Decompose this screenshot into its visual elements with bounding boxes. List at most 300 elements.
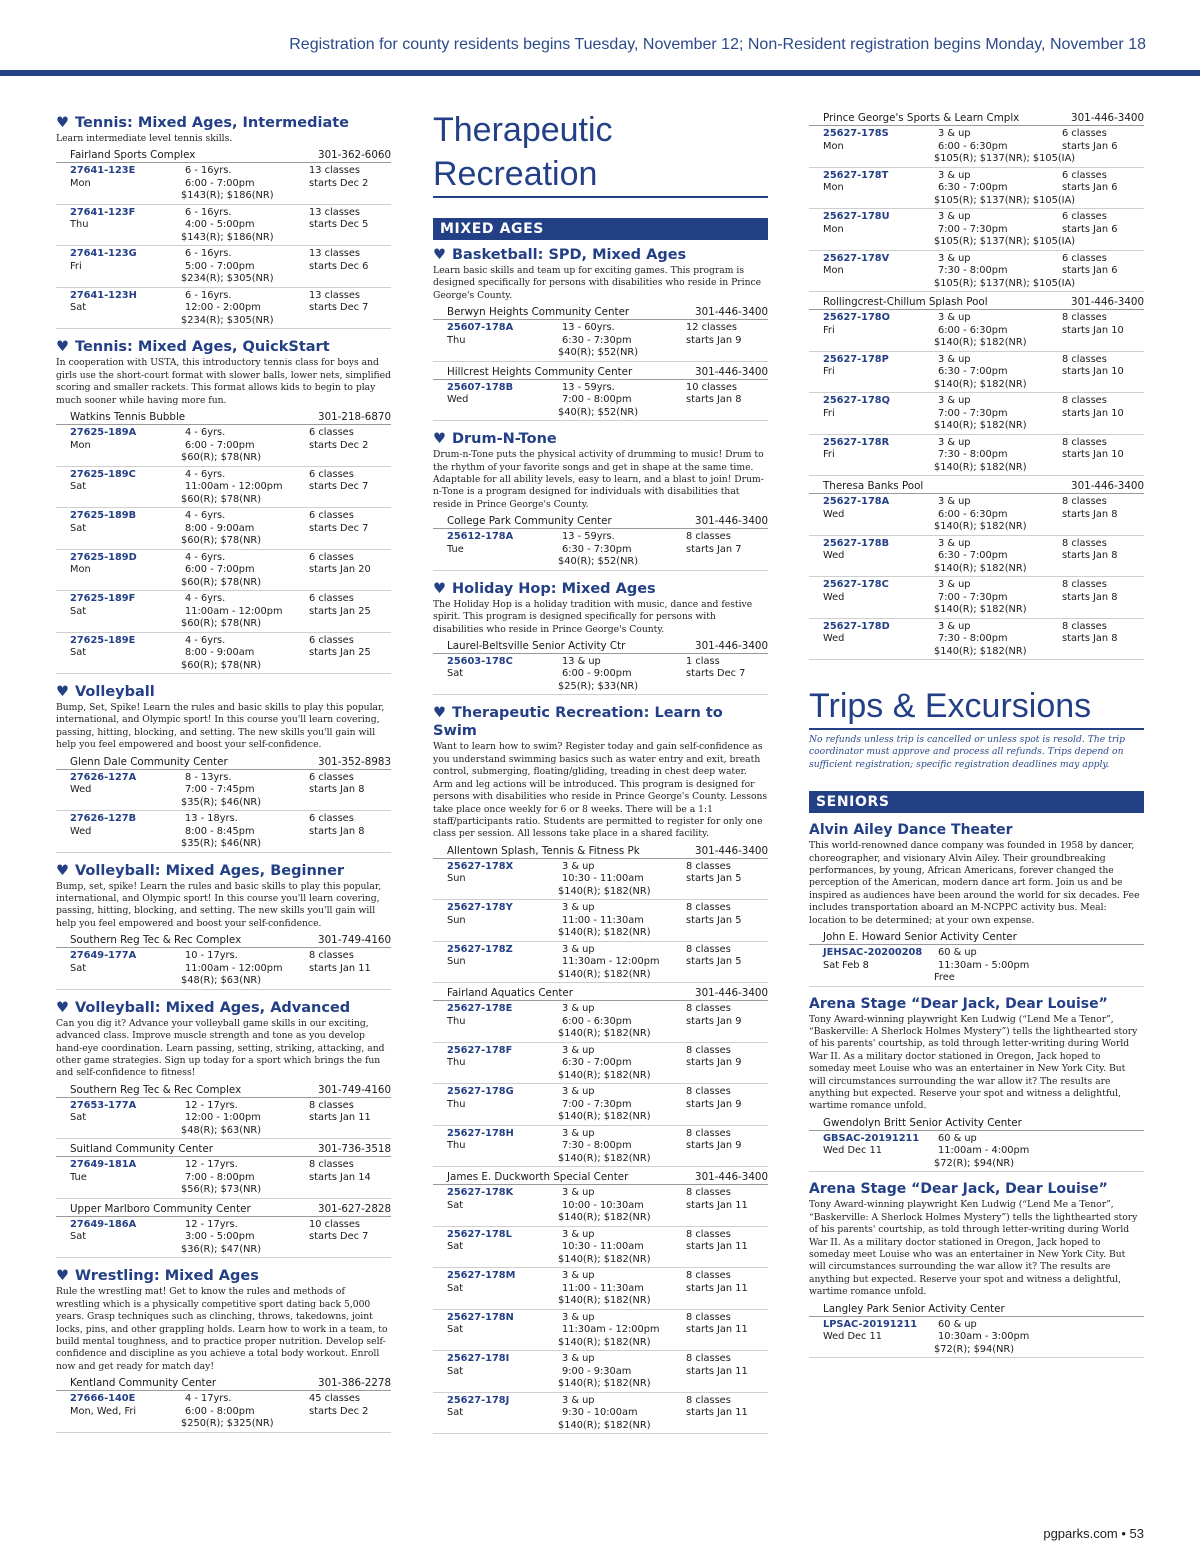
course-code[interactable]: 25627-178E — [447, 1003, 513, 1015]
course-code[interactable]: 27649-186A — [70, 1218, 137, 1230]
program-title — [56, 338, 391, 356]
program-title-text: Volleyball — [75, 684, 155, 701]
class-row — [433, 1084, 768, 1126]
location-header — [56, 409, 391, 425]
trip-time: 10:30am - 3:00pm — [938, 1331, 1030, 1343]
class-count: 45 classes — [309, 1393, 361, 1405]
course-code[interactable]: 25627-178Q — [823, 395, 890, 406]
course-code[interactable]: 25627-178J — [447, 1394, 510, 1406]
class-time: 7:00 - 8:00pm — [562, 394, 632, 406]
class-fee: $143(R); $186(NR) — [181, 190, 274, 202]
class-row — [56, 811, 391, 853]
trip-title: Alvin Ailey Dance Theater — [809, 822, 1013, 839]
class-time: 7:30 - 8:00pm — [562, 1140, 632, 1152]
section-title: Recreation — [433, 152, 768, 198]
course-code[interactable]: LPSAC-20191211 — [823, 1318, 918, 1330]
class-row — [56, 1157, 391, 1199]
class-row — [809, 352, 1144, 394]
class-time: 9:30 - 10:00am — [562, 1407, 638, 1419]
age-range: 3 & up — [938, 436, 971, 448]
class-fee: $36(R); $47(NR) — [181, 1243, 262, 1255]
class-count: 8 classes — [686, 902, 731, 914]
course-code[interactable]: 25627-178C — [823, 579, 889, 590]
class-time: 8:00 - 9:00am — [185, 647, 255, 659]
class-count: 8 classes — [686, 1044, 731, 1056]
class-count: 10 classes — [686, 381, 738, 393]
program-description: Learn intermediate level tennis skills. — [56, 133, 233, 144]
course-code[interactable]: 27649-181A — [70, 1159, 137, 1171]
class-time: 4:00 - 5:00pm — [185, 219, 255, 231]
class-count: 6 classes — [309, 771, 354, 783]
age-range: 3 & up — [562, 1228, 595, 1240]
class-time: 11:00am - 12:00pm — [185, 962, 283, 974]
location-name: College Park Community Center — [447, 515, 612, 528]
age-range: 3 & up — [938, 579, 971, 590]
program-block — [56, 114, 391, 329]
class-row — [433, 1043, 768, 1085]
age-range: 10 - 17yrs. — [185, 950, 238, 962]
location-name: Langley Park Senior Activity Center — [823, 1302, 1005, 1315]
class-fee: $35(R); $46(NR) — [181, 838, 262, 850]
start-date: starts Jan 10 — [1062, 449, 1124, 460]
start-date: starts Jan 11 — [309, 1112, 371, 1124]
class-fee: $60(R); $78(NR) — [181, 493, 262, 505]
program-block — [433, 246, 768, 421]
program-description: Bump, Set, Spike! Learn the rules and basic skills to play this popular, international, and Olympic sport! In this course you'll learn covering, passing, hitting, blocking, and setting. The new skills you'll gain will help you feel empowered and boost your self-confidence. — [56, 702, 385, 751]
class-day: Mon — [70, 177, 91, 189]
class-day: Sun — [447, 914, 466, 926]
course-code[interactable]: 25627-178S — [823, 128, 889, 139]
age-range: 3 & up — [938, 312, 971, 323]
class-time: 7:30 - 8:00pm — [938, 265, 1008, 276]
class-day: Mon — [823, 223, 844, 235]
course-code[interactable]: 25627-178D — [823, 620, 890, 632]
class-fee: $234(R); $305(NR) — [181, 273, 274, 285]
class-row — [433, 859, 768, 901]
start-date: starts Dec 2 — [309, 1405, 369, 1417]
start-date: starts Jan 8 — [1062, 591, 1118, 603]
class-time: 6:00 - 6:30pm — [938, 324, 1008, 336]
class-day: Mon — [823, 182, 844, 193]
start-date: starts Jan 5 — [686, 914, 742, 926]
class-count: 8 classes — [686, 1394, 731, 1406]
program-title — [56, 683, 391, 701]
class-day: Sat — [447, 1365, 464, 1377]
age-range: 3 & up — [938, 211, 971, 222]
class-time: 11:30am - 12:00pm — [562, 1324, 660, 1336]
course-code[interactable]: 25627-178Z — [447, 943, 513, 955]
course-code[interactable]: 25612-178A — [447, 531, 514, 543]
location-header — [56, 932, 391, 948]
class-fee: $140(R); $182(NR) — [934, 645, 1027, 657]
class-row — [809, 577, 1144, 619]
class-count: 6 classes — [309, 593, 354, 605]
age-range: 3 & up — [562, 1086, 595, 1098]
start-date: starts Jan 6 — [1062, 140, 1118, 152]
course-code[interactable]: 25627-178N — [447, 1311, 514, 1323]
page-footer: pgparks.com • 53 — [1043, 1526, 1144, 1541]
start-date: starts Jan 11 — [686, 1241, 748, 1253]
location-phone: 301-736-3518 — [318, 1143, 391, 1156]
class-row — [809, 435, 1144, 477]
trip-description: This world-renowned dance company was founded in 1958 by dancer, choreographer, and visionary Alvin Ailey. Their groundbreaking performances, by young, African Americans, forever changed the perception of the American, modern dance art form. Join us and be inspired as audiences have been around the world for six decades. Fee includes transportation aboard an M-NCPPC activity bus. Meal: location to be determined; at your own expense. — [809, 840, 1140, 926]
age-range: 13 & up — [562, 655, 601, 667]
program-title-text: Wrestling: Mixed Ages — [75, 1268, 259, 1285]
class-count: 8 classes — [686, 1311, 731, 1323]
class-fee: $140(R); $182(NR) — [558, 1152, 651, 1164]
class-time: 7:00 - 7:45pm — [185, 784, 255, 796]
course-code[interactable]: 25627-178V — [823, 252, 890, 264]
course-code[interactable]: 27625-189D — [70, 551, 137, 563]
age-range: 6 - 16yrs. — [185, 206, 232, 218]
start-date: starts Jan 8 — [1062, 508, 1118, 520]
class-fee: $140(R); $182(NR) — [558, 968, 651, 980]
age-range: 3 & up — [938, 496, 971, 507]
heart-icon: ♥ — [433, 580, 446, 597]
class-day: Sat — [70, 522, 87, 534]
start-date: starts Dec 7 — [309, 522, 369, 534]
class-row — [809, 619, 1144, 661]
program-title-text: Holiday Hop: Mixed Ages — [452, 580, 656, 597]
class-time: 6:30 - 7:00pm — [562, 1057, 632, 1069]
class-row — [809, 310, 1144, 352]
class-row — [56, 770, 391, 812]
class-day: Sat — [70, 1112, 87, 1124]
class-time: 6:00 - 8:00pm — [185, 1405, 255, 1417]
course-code[interactable]: 25627-178L — [447, 1228, 512, 1240]
class-row — [433, 1227, 768, 1269]
location-header — [56, 1375, 391, 1391]
class-time: 10:30 - 11:00am — [562, 1241, 644, 1253]
class-count: 8 classes — [1062, 436, 1107, 448]
program-title-text: Volleyball: Mixed Ages, Beginner — [75, 862, 345, 879]
course-code[interactable]: 27641-123G — [70, 248, 137, 260]
course-code[interactable]: 25627-178F — [447, 1044, 513, 1056]
class-time: 10:30 - 11:00am — [562, 873, 644, 885]
program-title — [56, 1267, 391, 1285]
start-date: starts Jan 25 — [309, 647, 371, 659]
age-range: 3 & up — [562, 1311, 595, 1323]
age-range: 3 & up — [562, 1353, 595, 1365]
age-range: 4 - 6yrs. — [185, 551, 226, 563]
program-title — [433, 580, 768, 598]
course-code[interactable]: 27653-177A — [70, 1099, 137, 1111]
location-name: Fairland Aquatics Center — [447, 987, 573, 1000]
location-header — [809, 294, 1144, 310]
age-range: 3 & up — [938, 395, 971, 406]
start-date: starts Jan 20 — [309, 564, 371, 576]
class-day: Thu — [447, 1057, 466, 1069]
age-range: 4 - 17yrs. — [185, 1393, 232, 1405]
class-day: Mon, Wed, Fri — [70, 1405, 137, 1417]
location-header — [433, 304, 768, 320]
start-date: starts Jan 9 — [686, 334, 742, 346]
course-code[interactable]: 25603-178C — [447, 655, 513, 667]
course-code[interactable]: 25627-178A — [823, 496, 890, 507]
age-range: 3 & up — [562, 1003, 595, 1015]
class-count: 8 classes — [686, 1270, 731, 1282]
course-code[interactable]: 25607-178A — [447, 322, 514, 334]
class-row — [56, 550, 391, 592]
class-day: Wed — [823, 633, 845, 644]
trip-fee: Free — [934, 972, 955, 984]
course-code[interactable]: 27625-189A — [70, 427, 137, 439]
location-phone: 301-446-3400 — [695, 365, 768, 378]
course-code[interactable]: 25627-178T — [823, 169, 889, 181]
course-code[interactable]: JEHSAC-20200208 — [823, 947, 923, 959]
class-time: 10:00 - 10:30am — [562, 1199, 644, 1211]
class-time: 8:00 - 8:45pm — [185, 825, 255, 837]
class-time: 11:30am - 12:00pm — [562, 956, 660, 968]
class-count: 8 classes — [686, 531, 731, 543]
class-fee: $40(R); $52(NR) — [558, 556, 639, 568]
class-fee: $60(R); $78(NR) — [181, 576, 262, 588]
class-day: Sat — [70, 481, 87, 493]
course-code[interactable]: 25627-178X — [447, 860, 514, 872]
start-date: starts Jan 6 — [1062, 265, 1118, 276]
start-date: starts Jan 10 — [1062, 366, 1124, 377]
course-code[interactable]: 27666-140E — [70, 1393, 136, 1405]
trip-row — [809, 945, 1144, 987]
program-description: Can you dig it? Advance your volleyball game skills in our exciting, advanced class. Improve muscle strength and tone as you develop hand-eye coordination. Learn passing, setting, striking, attacking, and other game strategies. Sign up today for a sport which brings the fun and self-confidence to fitness! — [56, 1017, 385, 1079]
class-fee: $40(R); $52(NR) — [558, 347, 639, 359]
class-row — [809, 494, 1144, 536]
start-date: starts Jan 10 — [1062, 407, 1124, 419]
age-range: 13 - 18yrs. — [185, 813, 238, 825]
class-fee: $140(R); $182(NR) — [558, 1419, 651, 1431]
class-row — [433, 320, 768, 362]
location-header — [433, 1169, 768, 1185]
location-name: Theresa Banks Pool — [823, 480, 924, 492]
course-code[interactable]: 25627-178R — [823, 436, 890, 448]
course-code[interactable]: 25627-178Y — [447, 902, 513, 914]
start-date: starts Jan 9 — [686, 1098, 742, 1110]
class-count: 8 classes — [686, 1228, 731, 1240]
trip-title: Arena Stage “Dear Jack, Dear Louise” — [809, 1181, 1108, 1198]
class-row — [433, 1126, 768, 1168]
trip-fee: $72(R); $94(NR) — [934, 1343, 1015, 1355]
program-title-text: Tennis: Mixed Ages, Intermediate — [75, 115, 350, 131]
start-date: starts Dec 7 — [309, 481, 369, 493]
age-range: 3 & up — [562, 902, 595, 914]
class-fee: $250(R); $325(NR) — [181, 1418, 274, 1430]
program-title — [433, 704, 768, 740]
start-date: starts Dec 2 — [309, 439, 369, 451]
class-count: 12 classes — [686, 322, 738, 334]
class-row — [56, 948, 391, 990]
location-name: Allentown Splash, Tennis & Fitness Pk — [447, 844, 640, 857]
age-range: 3 & up — [562, 1394, 595, 1406]
start-date: starts Jan 9 — [686, 1015, 742, 1027]
location-phone: 301-446-3400 — [695, 306, 768, 319]
class-fee: $56(R); $73(NR) — [181, 1184, 262, 1196]
age-range: 13 - 59yrs. — [562, 381, 615, 393]
course-code[interactable]: 25627-178B — [823, 537, 890, 549]
heart-icon: ♥ — [433, 705, 446, 722]
page-header: Registration for county residents begins Tuesday, November 12; Non-Resident registration begins Monday, November 18 — [289, 36, 1146, 53]
class-count: 6 classes — [1062, 252, 1107, 264]
program-block — [809, 110, 1144, 660]
class-row — [433, 1268, 768, 1310]
start-date: starts Jan 11 — [686, 1407, 748, 1419]
start-date: starts Jan 5 — [686, 956, 742, 968]
class-row — [56, 633, 391, 675]
class-day: Thu — [70, 219, 89, 231]
trips-title: Trips & Excursions — [809, 684, 1144, 730]
class-day: Thu — [447, 1015, 466, 1027]
program-block — [56, 862, 391, 990]
class-count: 13 classes — [309, 248, 361, 260]
class-fee: $140(R); $182(NR) — [558, 1212, 651, 1224]
age-range: 3 & up — [562, 860, 595, 872]
class-day: Sat — [447, 1241, 464, 1253]
class-count: 1 class — [686, 655, 720, 667]
class-time: 7:00 - 7:30pm — [938, 407, 1008, 419]
class-row — [56, 508, 391, 550]
class-count: 8 classes — [309, 1159, 354, 1171]
class-fee: $35(R); $46(NR) — [181, 796, 262, 808]
class-time: 7:00 - 7:30pm — [938, 591, 1008, 603]
course-code[interactable]: 25627-178K — [447, 1187, 514, 1199]
class-day: Sat — [70, 302, 87, 314]
class-day: Tue — [70, 1171, 87, 1183]
location-name: Prince George's Sports & Learn Cmplx — [823, 112, 1020, 124]
class-row — [433, 1001, 768, 1043]
class-row — [56, 1391, 391, 1433]
class-row — [809, 168, 1144, 210]
class-time: 6:30 - 7:30pm — [562, 543, 632, 555]
trip-block — [809, 821, 1144, 986]
course-code[interactable]: 25627-178U — [823, 211, 890, 222]
class-fee: $140(R); $182(NR) — [934, 420, 1027, 431]
start-date: starts Jan 9 — [686, 1140, 742, 1152]
course-code[interactable]: 27625-189B — [70, 510, 137, 522]
course-code[interactable]: 25607-178B — [447, 381, 514, 393]
class-fee: $40(R); $52(NR) — [558, 406, 639, 418]
class-day: Sat — [447, 1324, 464, 1336]
class-row — [56, 591, 391, 633]
course-code[interactable]: 27625-189F — [70, 593, 136, 605]
location-phone: 301-446-3400 — [1071, 480, 1144, 492]
class-count: 13 classes — [309, 289, 361, 301]
course-code[interactable]: GBSAC-20191211 — [823, 1132, 920, 1144]
start-date: starts Jan 25 — [309, 605, 371, 617]
course-code[interactable]: 25627-178P — [823, 353, 889, 365]
location-name: Rollingcrest-Chillum Splash Pool — [823, 296, 988, 308]
class-fee: $140(R); $182(NR) — [558, 1295, 651, 1307]
start-date: starts Jan 8 — [1062, 633, 1118, 644]
class-row — [433, 1185, 768, 1227]
class-row — [809, 209, 1144, 251]
class-time: 11:00am - 12:00pm — [185, 481, 283, 493]
age-range: 60 & up — [938, 1318, 977, 1330]
class-fee: $140(R); $182(NR) — [558, 1111, 651, 1123]
class-time: 11:00 - 11:30am — [562, 1282, 644, 1294]
program-description: Learn basic skills and team up for exciting games. This program is designed specifically for persons with disabilities who reside in Prince George's County. — [433, 265, 762, 301]
age-range: 6 - 16yrs. — [185, 248, 232, 260]
program-block — [56, 338, 391, 674]
start-date: starts Jan 11 — [686, 1199, 748, 1211]
start-date: starts Jan 14 — [309, 1171, 371, 1183]
course-code[interactable]: 25627-178M — [447, 1270, 516, 1282]
class-row — [56, 205, 391, 247]
class-row — [433, 529, 768, 571]
class-time: 6:00 - 6:30pm — [562, 1015, 632, 1027]
start-date: starts Jan 11 — [309, 962, 371, 974]
start-date: starts Jan 11 — [686, 1365, 748, 1377]
class-day: Fri — [70, 260, 82, 272]
course-code[interactable]: 27649-177A — [70, 950, 137, 962]
course-code[interactable]: 27626-127B — [70, 813, 137, 825]
header-rule — [0, 70, 1200, 76]
age-range: 3 & up — [938, 353, 971, 365]
course-code[interactable]: 25627-178I — [447, 1353, 510, 1365]
class-row — [809, 393, 1144, 435]
class-day: Sat — [447, 668, 464, 680]
start-date: starts Dec 7 — [309, 302, 369, 314]
course-code[interactable]: 27625-189E — [70, 634, 136, 646]
age-range: 3 & up — [562, 943, 595, 955]
class-fee: $105(R); $137(NR); $105(IA) — [934, 153, 1076, 164]
class-row — [56, 467, 391, 509]
class-time: 7:30 - 8:00pm — [938, 633, 1008, 644]
course-code[interactable]: 27641-123F — [70, 206, 136, 218]
course-code[interactable]: 25627-178H — [447, 1127, 514, 1139]
course-code[interactable]: 27641-123E — [70, 165, 136, 177]
age-range: 4 - 6yrs. — [185, 593, 226, 605]
class-row — [433, 942, 768, 984]
class-count: 8 classes — [309, 950, 354, 962]
class-fee: $140(R); $182(NR) — [934, 521, 1027, 532]
course-code[interactable]: 25627-178O — [823, 312, 890, 323]
course-code[interactable]: 27626-127A — [70, 771, 137, 783]
class-fee: $105(R); $137(NR); $105(IA) — [934, 194, 1076, 206]
class-time: 6:00 - 7:00pm — [185, 564, 255, 576]
location-header — [433, 513, 768, 529]
start-date: starts Dec 5 — [309, 219, 369, 231]
class-count: 8 classes — [309, 1099, 354, 1111]
trip-description: Tony Award-winning playwright Ken Ludwig (“Lend Me a Tenor”, “Baskerville: A Sherlock Holmes Mystery”) tells the lighthearted story of his parents' courtship, as told through letter-writing during World War II. As a military doctor stationed in Oregon, Jack hoped to someday meet Louise who was an entertainer in New York City. But will circumstances surrounding the war allow it? The results are anything but expected. Reserve your spot and witness a delightful, wartime romance unfold. — [809, 1199, 1138, 1298]
location-header — [56, 1141, 391, 1157]
age-range: 13 - 60yrs. — [562, 322, 615, 334]
class-fee: $140(R); $182(NR) — [558, 1378, 651, 1390]
location-name: Hillcrest Heights Community Center — [447, 365, 633, 378]
course-code[interactable]: 25627-178G — [447, 1086, 514, 1098]
location-phone: 301-446-3400 — [695, 844, 768, 857]
class-fee: $60(R); $78(NR) — [181, 535, 262, 547]
age-range: 3 & up — [938, 128, 971, 139]
class-time: 6:30 - 7:00pm — [938, 366, 1008, 377]
class-count: 8 classes — [1062, 312, 1107, 323]
class-fee: $25(R); $33(NR) — [558, 680, 639, 692]
location-header — [809, 1301, 1144, 1317]
age-range: 4 - 6yrs. — [185, 634, 226, 646]
class-day: Wed — [823, 550, 845, 561]
location-name: Watkins Tennis Bubble — [70, 411, 186, 424]
trip-block — [809, 1180, 1144, 1358]
trip-date: Sat Feb 8 — [823, 959, 869, 971]
class-fee: $140(R); $182(NR) — [558, 1253, 651, 1265]
course-code[interactable]: 27641-123H — [70, 289, 137, 301]
start-date: starts Jan 11 — [686, 1324, 748, 1336]
class-count: 6 classes — [1062, 128, 1107, 139]
class-time: 6:00 - 9:00pm — [562, 668, 632, 680]
trip-block — [809, 995, 1144, 1173]
course-code[interactable]: 27625-189C — [70, 468, 136, 480]
class-day: Fri — [823, 324, 835, 336]
start-date: starts Dec 7 — [309, 1231, 369, 1243]
age-range: 3 & up — [562, 1187, 595, 1199]
